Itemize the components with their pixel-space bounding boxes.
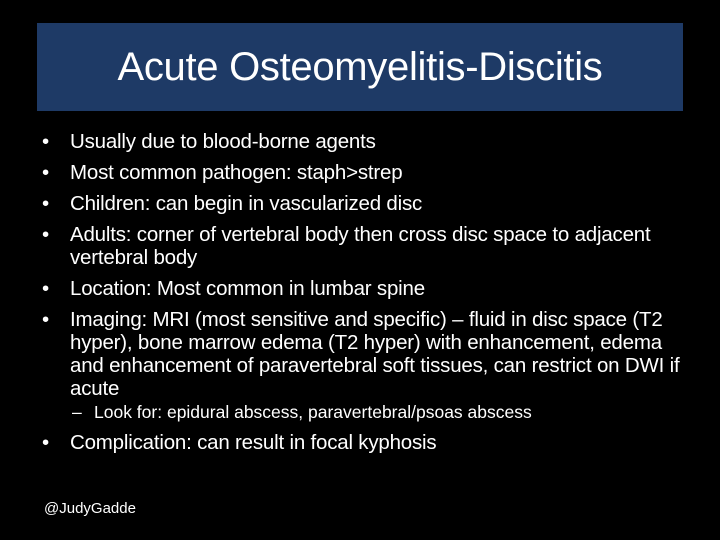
bullet-item	[38, 277, 688, 300]
bullet-item	[38, 308, 688, 400]
title-banner	[37, 23, 683, 111]
bullet-dot-icon: •	[42, 431, 49, 454]
bullet-item	[38, 161, 688, 184]
bullet-dot-icon: •	[42, 308, 49, 331]
dash-icon: –	[72, 402, 82, 422]
bullet-text: Location: Most common in lumbar spine	[70, 277, 425, 300]
bullet-dot-icon: •	[42, 161, 49, 184]
bullet-text: Imaging: MRI (most sensitive and specific) – fluid in disc space (T2 hyper), bone marrow edema (T2 hyper) with enhancement, edema and enhancement of paravertebral soft tissues, can restrict on DWI if acute	[70, 308, 680, 400]
bullet-dot-icon: •	[42, 223, 49, 246]
bullet-text: Usually due to blood-borne agents	[70, 130, 376, 153]
bullet-item	[38, 192, 688, 215]
bullet-list	[38, 130, 688, 462]
slide-title: Acute Osteomyelitis-Discitis	[117, 44, 603, 89]
bullet-item	[38, 223, 688, 269]
bullet-text: Most common pathogen: staph>strep	[70, 161, 403, 184]
sub-bullet-text: Look for: epidural abscess, paravertebral/psoas abscess	[94, 402, 532, 422]
sub-bullet-item	[38, 402, 688, 423]
bullet-dot-icon: •	[42, 192, 49, 215]
author-handle: @JudyGadde	[44, 500, 136, 517]
bullet-text: Children: can begin in vascularized disc	[70, 192, 423, 215]
bullet-dot-icon: •	[42, 130, 49, 153]
bullet-text: Adults: corner of vertebral body then cross disc space to adjacent vertebral body	[70, 223, 651, 269]
bullet-text: Complication: can result in focal kyphosis	[70, 431, 437, 454]
bullet-item	[38, 130, 688, 153]
bullet-dot-icon: •	[42, 277, 49, 300]
bullet-item	[38, 431, 688, 454]
